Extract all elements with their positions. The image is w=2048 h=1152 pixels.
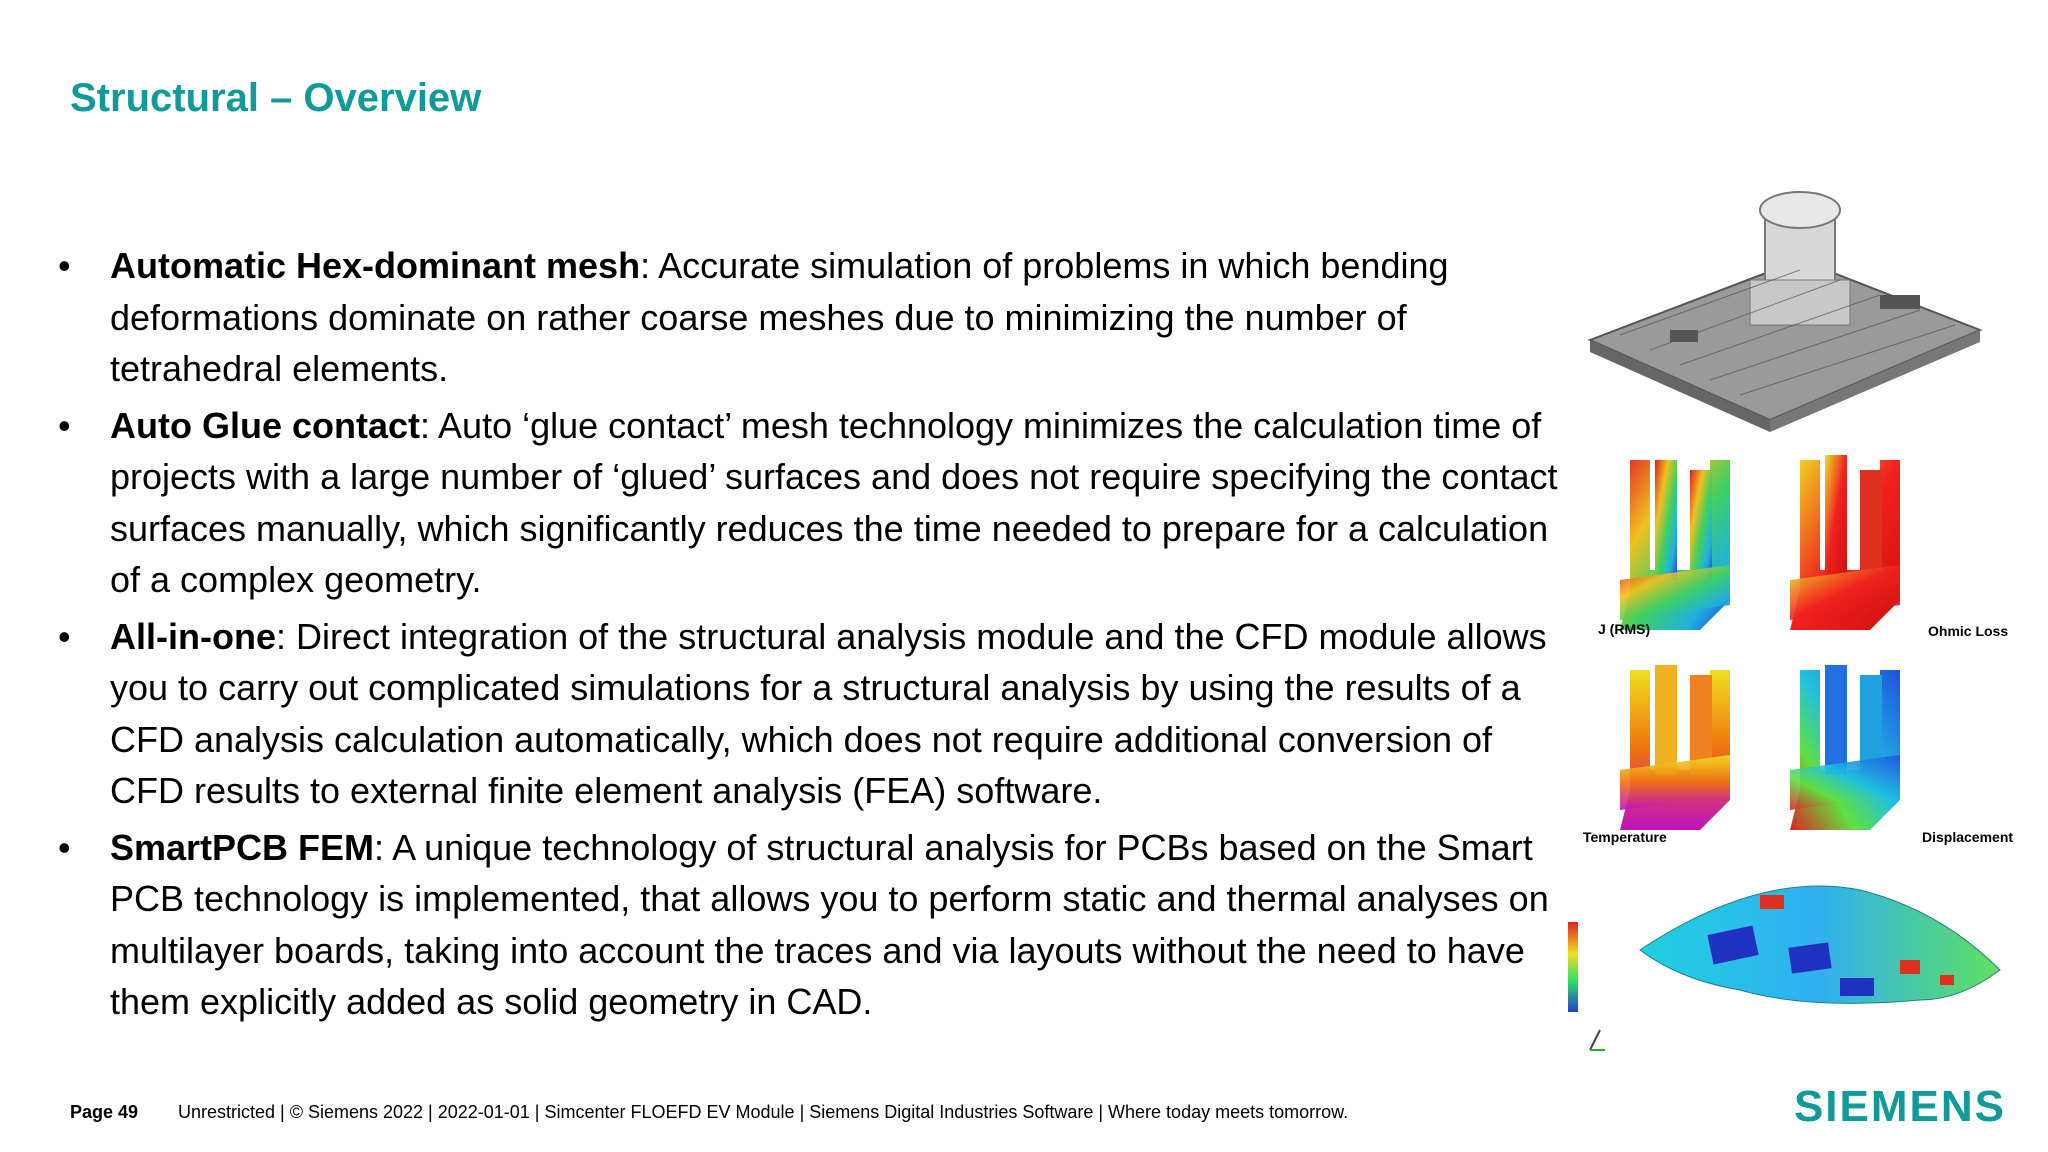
busbar-j-rms-image (1620, 460, 1730, 630)
figures-panel (1560, 170, 2020, 1070)
label-ohmic-loss: Ohmic Loss (1928, 623, 2009, 639)
label-j-rms: J (RMS) (1598, 621, 1651, 637)
bullet-term: Auto Glue contact (110, 404, 421, 446)
bullet-list (58, 240, 1568, 1033)
bullet-dot: • (58, 826, 71, 868)
bullet-item (58, 400, 1568, 606)
simulation-images (1560, 170, 2020, 1070)
bullet-term: Automatic Hex-dominant mesh (110, 245, 641, 286)
bullet-item (58, 611, 1568, 817)
slide-title: Structural – Overview (70, 76, 482, 120)
bullet-term: SmartPCB FEM (110, 826, 375, 868)
label-temperature: Temperature (1583, 829, 1667, 845)
bullet-dot: • (58, 615, 71, 657)
busbar-ohmic-loss-image (1790, 455, 1900, 630)
page-number: Page 49 (70, 1102, 139, 1122)
bullet-item (58, 822, 1568, 1028)
bullet-text: : Direct integration of the structural analysis module and the CFD module allows you to carry out complicated simulations for a structural analysis by using the results of a CFD analysis calculation automatically, which does not require additional conversion of CFD results to external finite element analysis (FEA) software. (110, 615, 1547, 811)
mesh-pcb-image (1590, 192, 1980, 432)
siemens-logo: SIEMENS (1793, 1082, 2006, 1131)
label-displacement: Displacement (1922, 829, 2014, 845)
smartpcb-deformation-image (1568, 886, 2000, 1050)
bullet-text: : A unique technology of structural analysis for PCBs based on the Smart PCB technology is implemented, that allows you to perform static and thermal analyses on multilayer boards, taking into account the traces and via layouts without the need to have them explicitly added as solid geometry in CAD. (110, 826, 1549, 1022)
bullet-term: All-in-one (110, 615, 276, 657)
footer-text: Unrestricted | © Siemens 2022 | 2022-01-01 | Simcenter FLOEFD EV Module | Siemens Digital Industries Software | Where today meets tomorrow. (178, 1102, 1349, 1122)
busbar-temperature-image (1620, 665, 1730, 830)
bullet-dot: • (58, 245, 71, 286)
busbar-displacement-image (1790, 665, 1900, 830)
bullet-text: : Accurate simulation of problems in which bending deformations dominate on rather coarse meshes due to minimizing the number of tetrahedral elements. (110, 245, 1449, 389)
bullet-item (58, 240, 1568, 395)
bullet-dot: • (58, 404, 71, 446)
bullet-text: : Auto ‘glue contact’ mesh technology minimizes the calculation time of projects with a large number of ‘glued’ surfaces and does not require specifying the contact surfaces manually, which significantly reduces the time needed to prepare for a calculation of a complex geometry. (110, 404, 1558, 600)
